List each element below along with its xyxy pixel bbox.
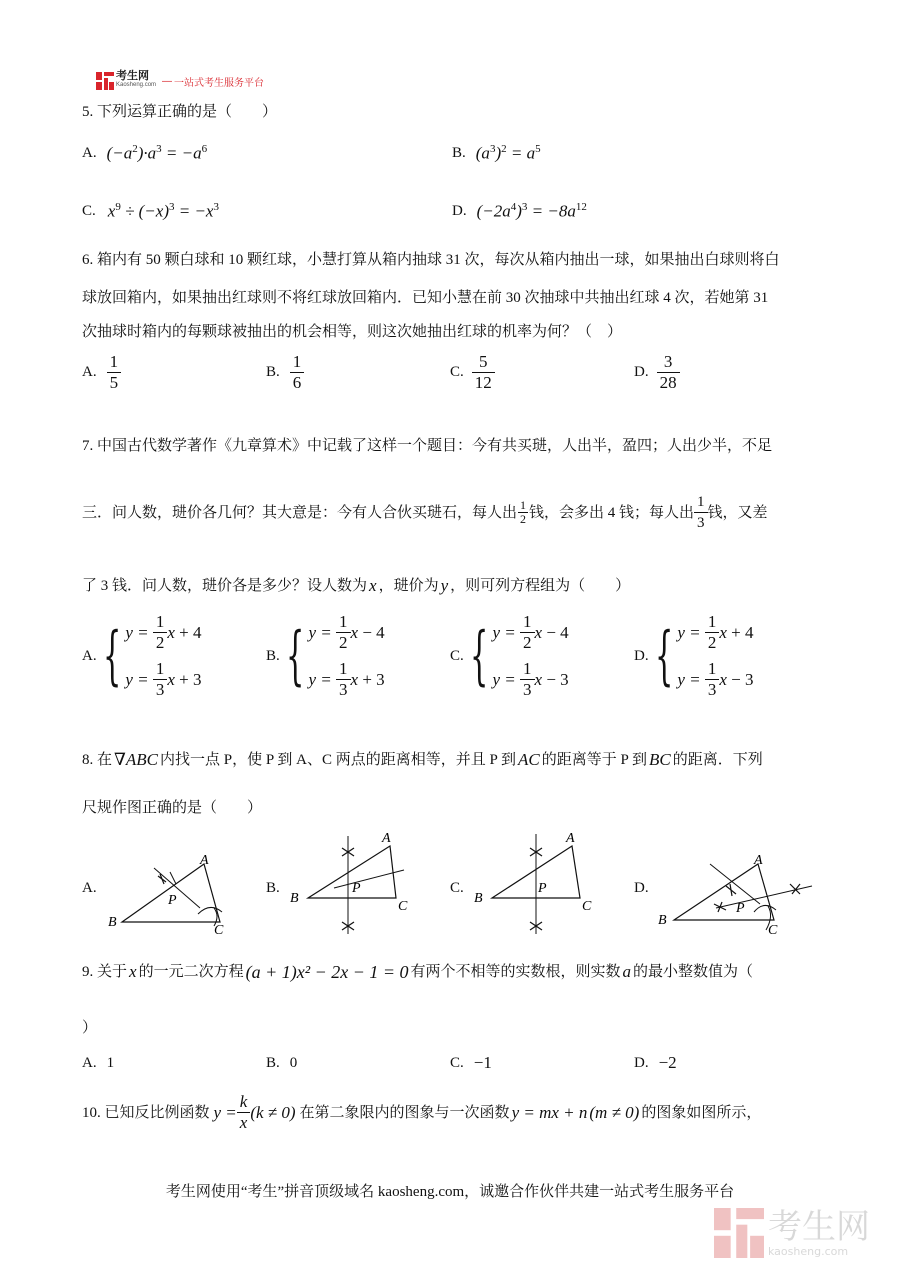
option-label: C.: [450, 1054, 464, 1071]
kaosheng-logo-icon: [96, 72, 114, 90]
equation-system: [82, 612, 201, 700]
eq1-constant: − 4: [362, 622, 385, 642]
q7-line3-part: ，琎价为: [378, 578, 439, 594]
k-over-x: [237, 1092, 251, 1133]
system-eq1: y = $\frac{1}{2}$ x + 4: [125, 612, 202, 652]
system-eq2: y = $\frac{1}{3}$ x + 3: [125, 659, 202, 699]
brace-icon: {: [654, 619, 673, 693]
system-eq2: y = $\frac{1}{3}$ x − 3: [677, 659, 754, 699]
point-b: B: [290, 891, 299, 906]
q7-line2-part: 三．问人数，琎价各几何？其大意是：今有人合伙买琎石，每人出: [82, 504, 518, 521]
option-label: D.: [634, 364, 649, 380]
point-c: C: [768, 923, 778, 938]
option-label: B.: [266, 1054, 280, 1071]
q9-option-a[interactable]: [82, 1053, 114, 1073]
brace-icon: {: [469, 619, 489, 693]
option-value: −1: [473, 1053, 492, 1072]
watermark-sub: kaosheng.com: [768, 1244, 849, 1258]
q9-option-d[interactable]: [634, 1053, 677, 1073]
q10-condition-m: (m ≠ 0): [589, 1102, 640, 1122]
q5-d-expr: $(-2a^4)^3 = -8a^{12}$: [476, 201, 587, 221]
frac-den: 2: [520, 512, 527, 526]
frac-num: 5: [479, 352, 488, 371]
point-b: B: [658, 913, 667, 928]
eq1-constant: + 4: [731, 622, 754, 642]
option-label: C.: [450, 647, 464, 664]
frac-den: 12: [472, 372, 495, 393]
point-p: P: [352, 881, 361, 896]
option-value: −2: [658, 1053, 677, 1072]
q10-condition-k: (k ≠ 0): [250, 1102, 296, 1122]
frac-num: k: [239, 1092, 248, 1111]
q9-part: 9. 关于: [82, 964, 128, 980]
q8-figure-a: [102, 850, 262, 940]
q10-y-eq: y =: [213, 1102, 237, 1122]
q7-line3: [82, 576, 630, 596]
option-label: D.: [634, 1054, 649, 1071]
eq2-constant: − 3: [546, 669, 569, 689]
frac-num: 1: [697, 494, 705, 510]
point-c: C: [398, 899, 408, 914]
triangle-symbol: ∇ABC: [114, 750, 158, 769]
point-a: A: [566, 831, 575, 846]
q6-option-d[interactable]: [634, 352, 680, 393]
point-c: C: [582, 899, 592, 914]
point-p: P: [168, 893, 177, 908]
footer-text: 考生网使用“考生”拼音顶级域名 kaosheng.com，诚邀合作伙伴共建一站式考生服务平台: [165, 1184, 735, 1200]
option-label: C.: [82, 202, 96, 219]
q7-line3-part: 了 3 钱．问人数，琎价各是多少？设人数为: [82, 578, 368, 594]
q10-part: 的图象如图所示，: [641, 1104, 762, 1121]
q9-part: 的最小整数值为（: [633, 964, 754, 980]
q9-part: 有两个不相等的实数根，则实数: [410, 964, 621, 980]
option-label: C.: [450, 364, 464, 380]
q5-option-c[interactable]: [82, 201, 219, 222]
point-a: A: [754, 853, 763, 868]
q7-option-d[interactable]: [634, 612, 753, 700]
option-label: A.: [82, 647, 97, 664]
watermark: [714, 1208, 870, 1258]
option-label: D.: [452, 202, 467, 219]
frac-num: 1: [520, 498, 527, 512]
q7-option-a[interactable]: [82, 612, 201, 700]
system-eq1: y = $\frac{1}{2}$ x − 4: [308, 612, 385, 652]
header-logo: 考生网 Kaosheng.com — 一站式考生服务平台: [96, 72, 264, 90]
option-value: 0: [289, 1055, 298, 1071]
option-label: A.: [82, 1054, 97, 1071]
option-label: C.: [450, 880, 464, 896]
third-fraction: [694, 492, 708, 533]
frac-num: 3: [663, 352, 673, 371]
q6-line2: 球放回箱内，如果抽出红球则不将红球放回箱内．已知小慧在前 30 次抽球中共抽出红球 4 次，若她第 31: [82, 290, 769, 306]
var-a: a: [622, 962, 632, 981]
point-c: C: [214, 923, 224, 938]
point-b: B: [474, 891, 483, 906]
eq2-constant: + 3: [179, 669, 202, 689]
q7-line3-part: ，则可列方程组为（ ）: [450, 578, 631, 594]
eq2-constant: + 3: [362, 669, 385, 689]
q10-part: 在第二象限内的图象与一次函数: [299, 1104, 510, 1121]
system-eq1: y = $\frac{1}{2}$ x + 4: [677, 612, 754, 652]
q6-option-b[interactable]: [266, 352, 304, 393]
q10-line1: [82, 1092, 761, 1133]
q8-figure-b: [286, 828, 446, 938]
q9-line1: [82, 962, 753, 982]
system-eq2: y = $\frac{1}{3}$ x − 3: [492, 659, 569, 699]
q9-option-b[interactable]: [266, 1053, 297, 1073]
watermark-logo-icon: [714, 1208, 764, 1258]
var-x: x: [129, 962, 137, 981]
q5-a-expr: $(-a^2)\cdot a^3 = -a^6$: [106, 143, 208, 163]
q7-line1: 7. 中国古代数学著作《九章算术》中记载了这样一个题目：今有共买琎，人出半，盈四；人出少半，不足: [82, 438, 773, 454]
eq1-constant: + 4: [179, 622, 202, 642]
q5-option-d[interactable]: [452, 201, 587, 222]
q8-part: 8. 在: [82, 752, 113, 768]
option-label: D.: [634, 880, 649, 896]
q6-option-a[interactable]: [82, 352, 121, 393]
q5-c-expr: $x^9 \div (-x)^3 = -x^3$: [107, 201, 219, 221]
frac-num: 1: [109, 352, 119, 371]
q8-part: 内找一点 P，使 P 到 A、C 两点的距离相等，并且 P 到: [160, 752, 517, 768]
q8-part: 的距离等于 P 到: [541, 752, 648, 768]
option-label: B.: [266, 364, 280, 380]
option-label: A.: [82, 880, 97, 896]
q5-option-a[interactable]: [82, 143, 207, 164]
option-label: A.: [82, 364, 97, 380]
eq1-constant: − 4: [546, 622, 569, 642]
q10-linear: y = mx + n: [511, 1102, 588, 1122]
q9-line2: ）: [82, 1020, 98, 1036]
var-y: y: [440, 576, 449, 595]
frac-den: 28: [657, 372, 680, 393]
q6-line1: 6. 箱内有 50 颗白球和 10 颗红球，小慧打算从箱内抽球 31 次，每次从箱内抽出一球，如果抽出白球则将白: [82, 252, 780, 268]
var-x: x: [369, 576, 377, 595]
frac-den: 5: [107, 372, 122, 393]
frac-den: x: [237, 1112, 251, 1133]
system-eq2: y = $\frac{1}{3}$ x + 3: [308, 659, 385, 699]
q7-option-c[interactable]: [450, 612, 569, 700]
option-label: B.: [266, 880, 280, 896]
point-p: P: [736, 901, 745, 916]
q5-option-b[interactable]: [452, 143, 541, 164]
q8-figure-d: [654, 850, 844, 940]
q9-option-c[interactable]: [450, 1053, 492, 1073]
system-eq1: y = $\frac{1}{2}$ x − 4: [492, 612, 569, 652]
option-label: B.: [266, 647, 280, 664]
equation-system: [266, 612, 385, 700]
q9-equation: (a + 1)x² − 2x − 1 = 0: [245, 962, 409, 982]
frac-den: 6: [290, 372, 305, 393]
q9-part: 的一元二次方程: [138, 964, 244, 980]
frac-den: 3: [694, 512, 708, 533]
q10-part: 10. 已知反比例函数: [82, 1104, 210, 1121]
frac-num: 1: [292, 352, 302, 371]
q6-line3: 次抽球时箱内的每颗球被抽出的机会相等，则这次她抽出红球的机率为何？（ ）: [82, 324, 623, 340]
point-a: A: [382, 831, 391, 846]
q6-option-c[interactable]: [450, 352, 495, 393]
logo-sub: Kaosheng.com: [116, 82, 157, 88]
equation-system: [634, 612, 753, 700]
option-value: 1: [106, 1055, 115, 1071]
equation-system: [450, 612, 569, 700]
q8-line1: [82, 750, 763, 770]
q8-figure-c: [470, 828, 630, 938]
q7-line2-part: 钱，又差: [707, 504, 768, 521]
logo-tagline: 一站式考生服务平台: [174, 77, 265, 89]
point-a: A: [200, 853, 209, 868]
q7-line2-part: 钱，会多出 4 钱；每人出: [529, 504, 695, 521]
q5-stem: 5. 下列运算正确的是（ ）: [82, 104, 278, 120]
brace-icon: {: [285, 619, 305, 693]
half-fraction: [518, 499, 528, 526]
logo-text: 考生网: [116, 70, 149, 82]
option-label: D.: [634, 647, 649, 664]
watermark-text: 考生网: [768, 1206, 870, 1247]
point-p: P: [538, 881, 547, 896]
q7-option-b[interactable]: [266, 612, 385, 700]
point-b: B: [108, 915, 117, 930]
q5-b-expr: $(a^3)^2 = a^5$: [475, 143, 541, 163]
q8-part: 的距离．下列: [672, 752, 763, 768]
option-label: B.: [452, 144, 466, 161]
eq2-constant: − 3: [731, 669, 754, 689]
segment-ac: AC: [518, 750, 540, 769]
option-label: A.: [82, 144, 97, 161]
q7-line2: [82, 492, 768, 533]
brace-icon: {: [102, 619, 121, 693]
q8-line2: 尺规作图正确的是（ ）: [82, 800, 263, 816]
segment-bc: BC: [649, 750, 671, 769]
